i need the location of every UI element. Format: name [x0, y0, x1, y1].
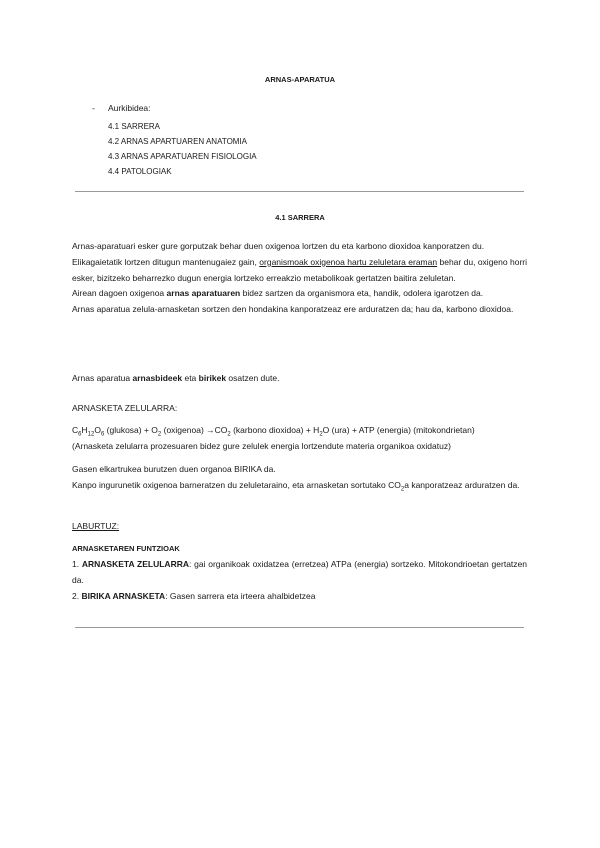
eq-sub: 2: [400, 486, 405, 493]
equation-note: (Arnasketa zelularra prozesuaren bidez gure zelulek energia lortzendute materia organikoa oxidatuz): [72, 440, 451, 451]
paragraph: Arnas aparatua zelula-arnasketan sortzen den hondakina kanporatzeaz ere arduratzen da; hau da, karbono dioxidoa.: [72, 304, 514, 315]
bold-term: BIRIKA ARNASKETA: [81, 590, 166, 601]
paragraph: Arnas-aparatuari esker gure gorputzak behar duen oxigenoa lortzen du eta karbono dioxidoa kanporatzen du.: [72, 241, 485, 251]
eq-sub: 2: [319, 431, 323, 438]
functions-list: [72, 557, 527, 604]
bold-term: ARNASKETA ZELULARRA: [81, 559, 189, 569]
cellular-respiration-block: [72, 401, 527, 454]
divider: [75, 191, 524, 192]
text-run: : gai organikoak oxidatzea (erretzea) ATPa (energia) sortzeko. Mitokondrioetan gertatzen da.: [72, 559, 527, 585]
document-title: ARNAS-APARATUA: [264, 75, 336, 84]
text-run: osatzen dute.: [226, 373, 280, 383]
text-run: Airean dagoen oxigenoa: [72, 288, 167, 299]
toc-item: 4.4 PATOLOGIAK: [108, 167, 172, 176]
text-run: a kanporatzeaz arduratzen da.: [404, 480, 520, 490]
eq-part: H: [81, 424, 88, 435]
subheading: ARNASKETA ZELULARRA:: [72, 403, 178, 413]
intro-text: [72, 239, 527, 318]
chemical-equation: [72, 423, 527, 439]
bold-term: arnas aparatuaren: [166, 288, 241, 299]
eq-sub: 6: [78, 431, 82, 438]
paragraph: Gasen elkartrukea burutzen duen organoa BIRIKA da.: [72, 464, 276, 474]
eq-part: (glukosa) + O: [104, 424, 158, 435]
bold-term: birikek: [198, 373, 227, 383]
toc-item: 4.1 SARRERA: [108, 122, 161, 131]
toc-heading: Aurkibidea:: [108, 103, 151, 113]
eq-part: O: [94, 424, 101, 435]
text-run: Arnas aparatua: [72, 373, 133, 383]
text-run: behar du, oxigeno horri esker, bizitzeko beharrezko dugun energia lortzeko erreakzio metabolikoak gertatzen baitira zeluletan.: [72, 256, 528, 283]
section-title: 4.1 SARRERA: [275, 213, 325, 222]
summary-label: LABURTUZ:: [72, 521, 120, 531]
functions-title: ARNASKETAREN FUNTZIOAK: [72, 544, 180, 553]
item-number: 2.: [72, 590, 82, 601]
toc-item: 4.2 ARNAS APARTUAREN ANATOMIA: [108, 137, 248, 146]
toc-bullet: -: [92, 103, 95, 113]
divider: [75, 627, 524, 628]
eq-sub: 6: [100, 431, 105, 438]
underlined-text: organismoak oxigenoa hartu zeluletara eraman: [259, 256, 438, 267]
eq-sub: 2: [157, 431, 162, 438]
text-run: : Gasen sarrera eta irteera ahalbidetzea: [165, 590, 316, 601]
item-number: 1.: [72, 559, 82, 569]
toc-item: 4.3 ARNAS APARATUAREN FISIOLOGIA: [108, 152, 257, 161]
eq-part: (oxigenoa) →CO: [161, 424, 228, 435]
eq-sub: 12: [87, 431, 95, 438]
list-item: [72, 557, 527, 589]
text-run: Elikagaietatik lortzen ditugun mantenugaiez gain,: [72, 256, 260, 267]
paragraph: [72, 286, 527, 302]
eq-part: C: [72, 424, 79, 435]
paragraph: [72, 371, 527, 387]
eq-part: (karbono dioxidoa) + H: [230, 424, 320, 435]
paragraph: [72, 255, 527, 287]
bold-term: arnasbideek: [132, 373, 183, 383]
text-run: eta: [182, 373, 199, 383]
eq-part: O (ura) + ATP (energia) (mitokondrietan): [322, 424, 475, 435]
paragraph: [72, 478, 527, 494]
eq-sub: 2: [227, 431, 231, 438]
toc-list: [108, 120, 257, 180]
list-item: [72, 589, 527, 605]
text-run: bidez sartzen da organismora eta, handik, odolera igarotzen da.: [240, 288, 484, 299]
text-run: Kanpo ingurunetik oxigenoa barneratzen du zeluletaraino, eta arnasketan sortutako CO: [72, 480, 401, 490]
